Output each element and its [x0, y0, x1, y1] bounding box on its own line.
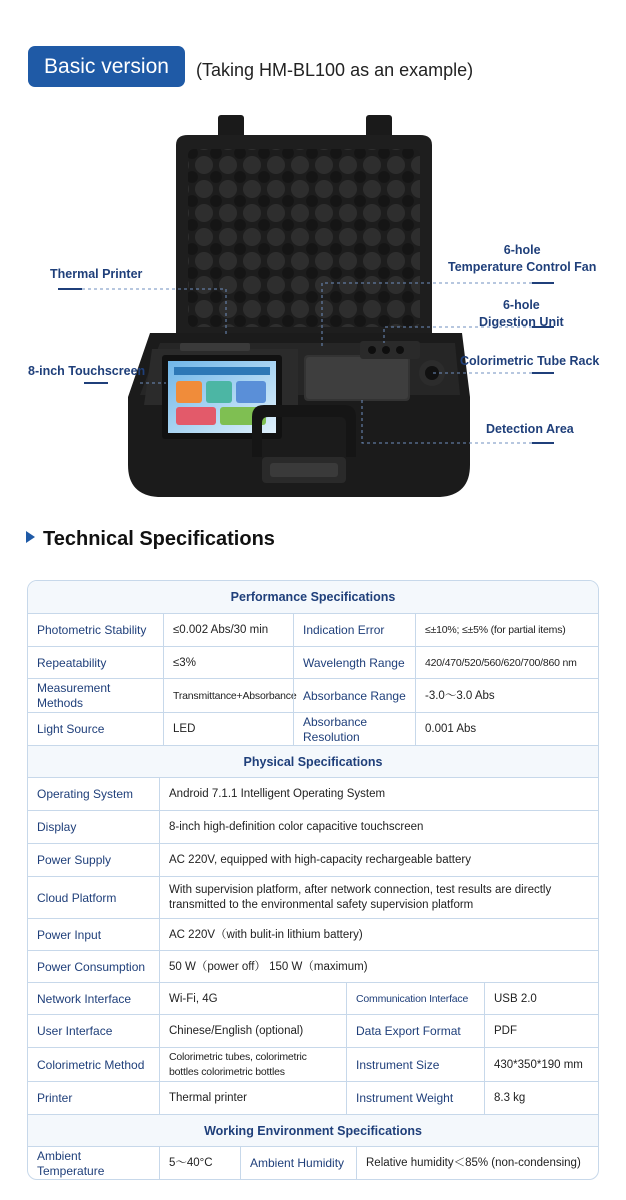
spec-label: Absorbance Range [293, 679, 415, 713]
spec-table [27, 580, 599, 1180]
spec-label: Wavelength Range [293, 647, 415, 679]
table-row [28, 646, 598, 679]
table-row [28, 843, 598, 877]
spec-value: -3.0～3.0 Abs [415, 679, 598, 713]
table-row [28, 918, 598, 951]
callout-digestion-unit [479, 297, 564, 331]
version-badge: Basic version [28, 46, 185, 87]
spec-label: Light Source [37, 722, 105, 736]
spec-value: Colorimetric tubes, colorimetric bottles colorimetric bottles [159, 1048, 346, 1082]
spec-value: 420/470/520/560/620/700/860 nm [415, 647, 598, 679]
spec-label: Cloud Platform [37, 890, 117, 905]
callout-touchscreen: 8-inch Touchscreen [28, 364, 146, 378]
callout-thermal-printer: Thermal Printer [50, 267, 143, 281]
spec-label: Ambient Humidity [240, 1147, 356, 1180]
table-row [28, 613, 598, 647]
table-row [28, 982, 598, 1015]
spec-label: Colorimetric Method [37, 1057, 145, 1072]
spec-label: Indication Error [293, 614, 415, 647]
spec-label: Network Interface [37, 991, 132, 1006]
spec-value: Transmittance+Absorbance [163, 679, 293, 713]
spec-value: ≤±10%; ≤±5% (for partial items) [415, 614, 598, 647]
spec-label: Instrument Weight [346, 1082, 484, 1115]
table-row [28, 1047, 598, 1082]
spec-value: Wi-Fi, 4G [159, 983, 346, 1015]
performance-header-row [28, 581, 598, 613]
spec-label: Absorbance Resolution [293, 713, 415, 746]
performance-title: Performance Specifications [28, 581, 598, 613]
triangle-bullet-icon [26, 531, 35, 543]
spec-label: Power Consumption [37, 959, 146, 974]
table-row [28, 712, 598, 746]
spec-value: LED [163, 713, 293, 746]
spec-value: ≤3% [163, 647, 293, 679]
physical-title: Physical Specifications [28, 746, 598, 778]
callout-fan-line2: Temperature Control Fan [448, 260, 597, 274]
table-row [28, 1014, 598, 1048]
spec-value: Chinese/English (optional) [159, 1015, 346, 1048]
section-title [26, 528, 275, 551]
spec-value: 8.3 kg [484, 1082, 598, 1115]
spec-label: Data Export Format [346, 1015, 484, 1048]
spec-value: Android 7.1.1 Intelligent Operating System [159, 778, 598, 811]
callout-temperature-fan [448, 242, 596, 276]
section-title-text: Technical Specifications [43, 528, 275, 550]
spec-label: Measurement Methods [37, 681, 111, 710]
spec-label: Ambient Temperature [37, 1148, 105, 1178]
callout-digestion-line1: 6-hole [502, 298, 540, 312]
callout-detection-area: Detection Area [486, 422, 574, 436]
spec-value: USB 2.0 [484, 983, 598, 1015]
spec-value: With supervision platform, after network connection, test results are directly transmitted to the environmental safety supervision platform [159, 877, 598, 919]
physical-header-row [28, 745, 598, 778]
environment-header-row [28, 1114, 598, 1147]
spec-value: 8-inch high-definition color capacitive touchscreen [159, 811, 598, 844]
table-row [28, 1081, 598, 1115]
spec-value: 50 W（power off） 150 W（maximum) [159, 951, 598, 983]
model-note: (Taking HM-BL100 as an example) [196, 60, 474, 80]
spec-value: PDF [484, 1015, 598, 1048]
spec-label: Photometric Stability [37, 623, 147, 637]
spec-value: 0.001 Abs [415, 713, 598, 746]
callout-digestion-line2: Digestion Unit [479, 315, 564, 329]
spec-value: Relative humidity＜85% (non-condensing) [356, 1147, 598, 1180]
spec-label: Instrument Size [346, 1048, 484, 1082]
environment-title: Working Environment Specifications [28, 1115, 598, 1147]
spec-value: 430*350*190 mm [484, 1048, 598, 1082]
table-row [28, 876, 598, 919]
spec-value: AC 220V, equipped with high-capacity rechargeable battery [159, 844, 598, 877]
spec-value: ≤0.002 Abs/30 min [163, 614, 293, 647]
spec-value: AC 220V（with bulit-in lithium battery) [159, 919, 598, 951]
spec-label: Operating System [37, 787, 134, 801]
spec-label: Communication Interface [346, 983, 484, 1015]
table-row [28, 1146, 598, 1180]
table-row [28, 678, 598, 713]
spec-label: Repeatability [37, 655, 107, 670]
spec-label: User Interface [37, 1024, 113, 1038]
spec-label: Power Supply [37, 853, 112, 867]
table-row [28, 950, 598, 983]
spec-label: Power Input [37, 927, 102, 942]
table-row [28, 777, 598, 811]
callout-tube-rack: Colorimetric Tube Rack [460, 354, 600, 368]
spec-value: Thermal printer [159, 1082, 346, 1115]
callout-fan-line1: 6-hole [503, 243, 541, 257]
spec-label: Display [37, 820, 77, 834]
table-row [28, 810, 598, 844]
spec-label: Printer [37, 1091, 73, 1105]
spec-value: 5～40°C [159, 1147, 240, 1180]
